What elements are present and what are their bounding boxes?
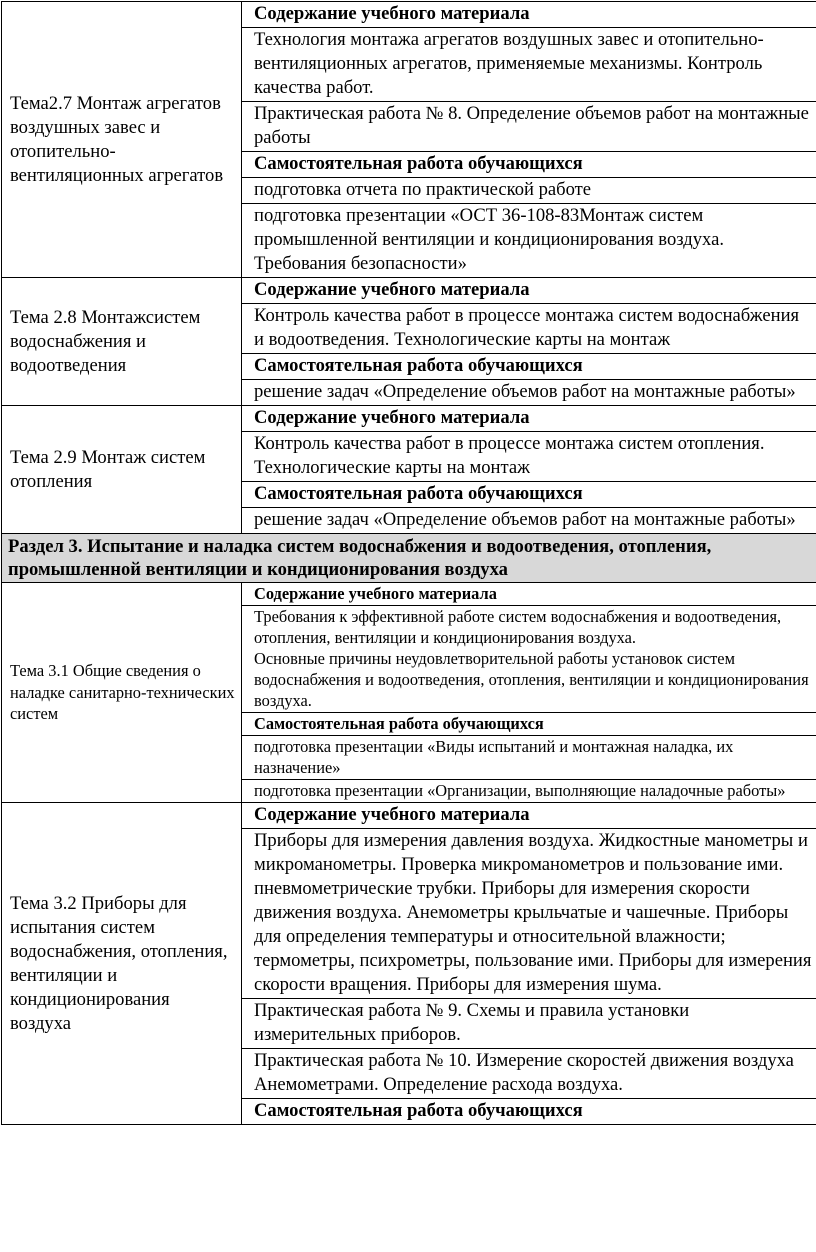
topic-title: Тема 3.2 Приборы для испытания систем водоснабжения, отопления, вентиляции и кондиционирования воздуха bbox=[2, 803, 242, 1125]
content-line: решение задач «Определение объемов работ на монтажные работы» bbox=[254, 381, 796, 402]
content-heading: Содержание учебного материала bbox=[242, 278, 816, 304]
content-line: Требования к эффективной работе систем водоснабжения и водоотведения, отопления, вентиляции и кондиционирования воздуха. Основные причины неудовлетворительной работы установок систем водоснабжения и водоотведения, отопления, вентиляции и кондиционирования воздуха. bbox=[242, 606, 816, 713]
content-heading: Самостоятельная работа обучающихся bbox=[242, 152, 816, 178]
content-heading: Самостоятельная работа обучающихся bbox=[254, 1100, 583, 1121]
content-line: Технология монтажа агрегатов воздушных завес и отопительно-вентиляционных агрегатов, применяемые механизмы. Контроль качества работ. bbox=[242, 28, 816, 102]
content-line: подготовка презентации «Виды испытаний и монтажная наладка, их назначение» bbox=[242, 736, 816, 780]
content-line: подготовка презентации «Организации, выполняющие наладочные работы» bbox=[254, 781, 786, 800]
topic-content bbox=[242, 2, 816, 278]
topic-content bbox=[242, 583, 816, 803]
content-line: решение задач «Определение объемов работ на монтажные работы» bbox=[254, 509, 796, 530]
section-header: Раздел 3. Испытание и наладка систем водоснабжения и водоотведения, отопления, промышленной вентиляции и кондиционирования воздуха bbox=[2, 534, 816, 583]
topic-title: Тема2.7 Монтаж агрегатов воздушных завес и отопительно-вентиляционных агрегатов bbox=[2, 2, 242, 278]
content-line: Практическая работа № 8. Определение объемов работ на монтажные работы bbox=[242, 102, 816, 152]
content-heading: Самостоятельная работа обучающихся bbox=[242, 482, 816, 508]
topic-row bbox=[2, 406, 816, 534]
content-heading: Содержание учебного материала bbox=[242, 406, 816, 432]
topic-content bbox=[242, 803, 816, 1125]
topic-row bbox=[2, 278, 816, 406]
content-line: Контроль качества работ в процессе монтажа систем водоснабжения и водоотведения. Технологические карты на монтаж bbox=[242, 304, 816, 354]
topic-content bbox=[242, 406, 816, 534]
content-heading: Содержание учебного материала bbox=[242, 583, 816, 606]
content-heading: Содержание учебного материала bbox=[242, 803, 816, 829]
content-heading: Содержание учебного материала bbox=[242, 2, 816, 28]
content-line: подготовка презентации «ОСТ 36-108-83Монтаж систем промышленной вентиляции и кондиционирования воздуха. Требования безопасности» bbox=[254, 205, 724, 274]
content-line: Приборы для измерения давления воздуха. Жидкостные манометры и микроманометры. Проверка микроманометров и пользование ими. пневмометрические трубки. Приборы для измерения скорости движения воздуха. Анемометры крыльчатые и чашечные. Приборы для определения температуры и относительной влажности; термометры, психрометры, пользование ими. Приборы для измерения скорости вращения. Приборы для измерения шума. bbox=[242, 829, 816, 999]
topic-row bbox=[2, 803, 816, 1125]
topic-title: Тема 2.8 Монтажсистем водоснабжения и водоотведения bbox=[2, 278, 242, 406]
curriculum-table bbox=[1, 1, 816, 1125]
content-line: Практическая работа № 9. Схемы и правила установки измерительных приборов. bbox=[242, 999, 816, 1049]
content-heading: Самостоятельная работа обучающихся bbox=[242, 713, 816, 736]
topic-row bbox=[2, 2, 816, 278]
topic-row bbox=[2, 583, 816, 803]
content-line: Практическая работа № 10. Измерение скоростей движения воздуха Анемометрами. Определение расхода воздуха. bbox=[242, 1049, 816, 1099]
content-line: подготовка отчета по практической работе bbox=[242, 178, 816, 204]
topic-content bbox=[242, 278, 816, 406]
content-line: Контроль качества работ в процессе монтажа систем отопления. Технологические карты на монтаж bbox=[242, 432, 816, 482]
topic-title: Тема 2.9 Монтаж систем отопления bbox=[2, 406, 242, 534]
content-heading: Самостоятельная работа обучающихся bbox=[242, 354, 816, 380]
section-row bbox=[2, 534, 816, 583]
topic-title: Тема 3.1 Общие сведения о наладке санитарно-технических систем bbox=[2, 583, 242, 803]
